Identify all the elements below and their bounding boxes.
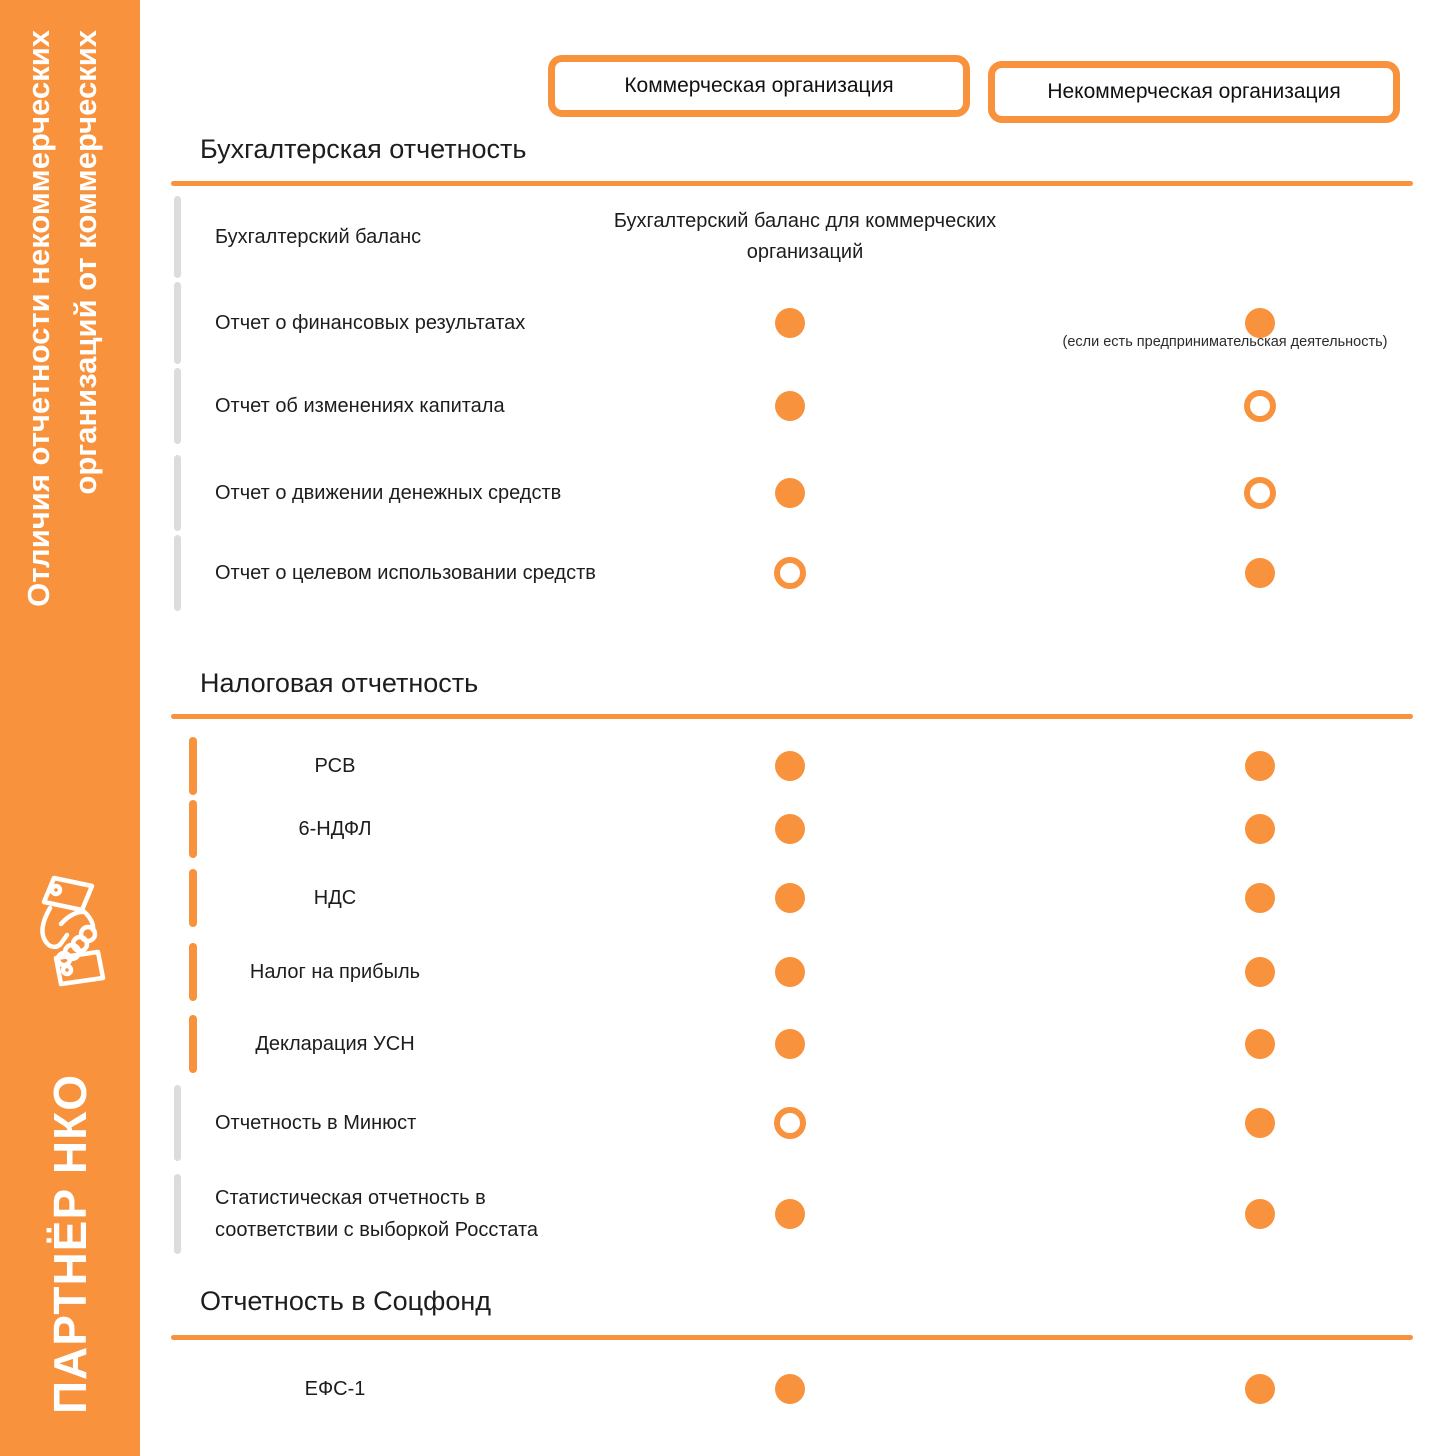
noncommercial-dot [1245,883,1275,913]
column-header-commercial-label: Коммерческая организация [624,74,894,97]
row-label: 6-НДФЛ [298,818,372,840]
row-accent-bar [189,1015,197,1073]
noncommercial-dot [1244,477,1276,509]
handshake-icon [30,872,114,994]
commercial-dot [775,1199,805,1229]
commercial-dot [775,391,805,421]
table-row [140,1085,1434,1161]
row-label: Отчет о движении денежных средств [215,482,562,504]
row-label: ЕФС-1 [304,1378,366,1400]
sidebar-title-line2: организаций от коммерческих [67,30,103,495]
noncommercial-dot [1245,1374,1275,1404]
row-accent-bar [189,800,197,858]
row-accent-bar [189,737,197,795]
row-accent-bar [174,196,181,278]
row-label: Отчет о целевом использовании средств [215,562,596,584]
noncommercial-dot [1245,1108,1275,1138]
row-accent-bar [174,1174,181,1254]
commercial-dot [775,814,805,844]
row-accent-bar [174,535,181,611]
section-title-socfund: Отчетность в Соцфонд [200,1286,492,1316]
row-label: Статистическая отчетность в соответствии с выборкой Росстата [215,1187,539,1241]
row-label: НДС [313,887,357,909]
sidebar [0,0,140,1456]
table-row [140,196,1434,278]
table-row [140,455,1434,531]
column-header-commercial [548,55,970,117]
noncommercial-dot [1245,957,1275,987]
sidebar-title-line1: Отличия отчетности некоммерческих [21,30,56,607]
commercial-dot [774,1107,806,1139]
table-row [140,1006,1434,1082]
row-label: РСВ [314,755,356,777]
sidebar-brand: ПАРТНЁР НКО [44,1074,96,1414]
conditional-note: (если есть предпринимательская деятельность) [1062,334,1388,350]
row-label: Отчетность в Минюст [215,1112,417,1134]
row-accent-bar [174,368,181,444]
commercial-dot [775,478,805,508]
table-row [140,368,1434,444]
row-accent-bar [174,282,181,364]
row-accent-bar [174,455,181,531]
noncommercial-dot [1244,390,1276,422]
row-label: Отчет об изменениях капитала [215,395,505,417]
row-accent-bar [174,1085,181,1161]
section-title-tax: Налоговая отчетность [200,668,479,698]
commercial-dot [775,1029,805,1059]
row-accent-bar [189,869,197,927]
section-title-accounting: Бухгалтерская отчетность [200,134,527,164]
column-header-noncommercial-label: Некоммерческая организация [1047,80,1341,103]
row-span-text: Бухгалтерский баланс для коммерческих организаций [613,210,997,263]
noncommercial-dot [1245,1199,1275,1229]
commercial-dot [775,1374,805,1404]
table-row [140,282,1434,364]
commercial-dot [775,957,805,987]
row-label: Налог на прибыль [249,961,421,983]
section-divider [171,181,1413,186]
commercial-dot [775,883,805,913]
noncommercial-dot [1245,814,1275,844]
table-row [140,934,1434,1010]
section-divider [171,714,1413,719]
row-accent-bar [189,943,197,1001]
row-label: Отчет о финансовых результатах [215,312,526,334]
row-label: Декларация УСН [255,1033,415,1055]
table-row [140,1174,1434,1254]
section-divider [171,1335,1413,1340]
noncommercial-dot [1245,1029,1275,1059]
commercial-dot [775,751,805,781]
table-row [140,1351,1434,1427]
commercial-dot [774,557,806,589]
table-row [140,791,1434,867]
noncommercial-dot [1245,751,1275,781]
table-row [140,535,1434,611]
noncommercial-dot [1245,558,1275,588]
sidebar-title [16,30,109,812]
commercial-dot [775,308,805,338]
row-label: Бухгалтерский баланс [215,226,422,248]
table-row [140,860,1434,936]
column-header-noncommercial [988,61,1400,123]
